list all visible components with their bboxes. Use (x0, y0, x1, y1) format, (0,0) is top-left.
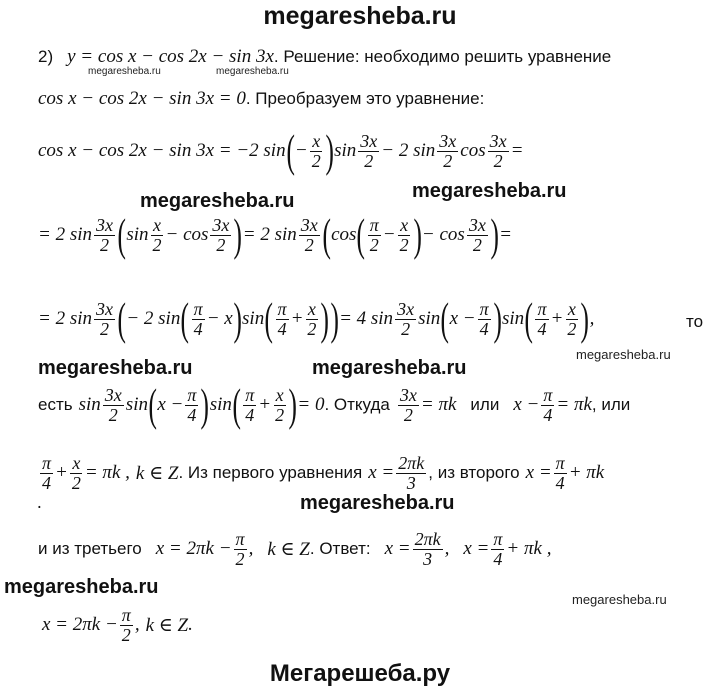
problem-line-1 (38, 46, 611, 68)
problem-line-2 (38, 88, 484, 110)
stray-dot: ˙ (36, 502, 43, 524)
function-definition: y = cos x − cos 2x − sin 3x (67, 46, 274, 67)
formula-line-5: = 2 sin $\frac{3x}{2}$ ( − 2 sin ( $\frac{\pi}{4}$ − x ) sin ( $\frac{\pi}{4}$ + $\frac{x}{2}$ ) ) = 4 sin $\frac{3x}{2}$ sin ( x − $\frac{\pi}{4}$ ) sin ( $\frac{\pi}{4}$ + $\frac{x}{2}$ ) , (38, 293, 595, 344)
text-then: то (686, 312, 704, 331)
formula-line-7: $\frac{\pi}{4}$ + $\frac{x}{2}$ = πk , k ∈ Z . Из первого уравнения x = $\frac{2\pi k}{3}$ , из второго x = $\frac{\pi}{4}$ + πk (42, 453, 605, 493)
watermark-tiny-1: megaresheba.ru (88, 66, 161, 77)
item-number: 2) (38, 47, 54, 66)
formula-line-9: x = 2πk − $\frac{\pi}{2}$ , k ∈ Z . (42, 605, 193, 645)
site-footer[interactable]: Мегарешеба.ру (269, 660, 451, 687)
formula-line-3: cos x − cos 2x − sin 3x = −2 sin ( − $\frac{x}{2}$ ) sin $\frac{3x}{2}$ − 2 sin $\frac{3x}{2}$ cos $\frac{3x}{2}$ = (38, 125, 524, 176)
watermark-small-2: megaresheba.ru (572, 592, 667, 607)
watermark-big-6: megaresheba.ru (4, 576, 159, 598)
watermark-tiny-2: megaresheba.ru (216, 66, 289, 77)
watermark-big-5: megaresheba.ru (300, 492, 455, 514)
watermark-big-2: megaresheba.ru (412, 180, 567, 202)
transform-text: . Преобразуем это уравнение: (245, 89, 485, 108)
watermark-big-3: megaresheba.ru (38, 357, 193, 379)
watermark-big-1: megaresheba.ru (140, 190, 295, 212)
equation: cos x − cos 2x − sin 3x = 0 (38, 88, 246, 109)
watermark-big-4: megaresheba.ru (312, 357, 467, 379)
site-header[interactable]: megaresheba.ru (263, 2, 457, 30)
formula-line-8: и из третьего x = 2πk − $\frac{\pi}{2}$ , k ∈ Z . Ответ: x = $\frac{2\pi k}{3}$ , x = $\frac{\pi}{4}$ + πk , (38, 529, 552, 569)
formula-line-4: = 2 sin $\frac{3x}{2}$ ( sin $\frac{x}{2}$ − cos $\frac{3x}{2}$ ) = 2 sin $\frac{3x}{2}$ ( cos ( $\frac{\pi}{2}$ − $\frac{x}{2}$ ) − cos $\frac{3x}{2}$ ) = (38, 209, 512, 260)
watermark-small-1: megaresheba.ru (576, 347, 671, 362)
formula-line-6: есть sin $\frac{3x}{2}$ sin ( x − $\frac{\pi}{4}$ ) sin ( $\frac{\pi}{4}$ + $\frac{x}{2}$ ) = 0 . Откуда $\frac{3x}{2}$ = πk или x − $\frac{\pi}{4}$ = πk , или (38, 379, 631, 430)
solution-intro: . Решение: необходимо решить уравнение (273, 47, 612, 66)
